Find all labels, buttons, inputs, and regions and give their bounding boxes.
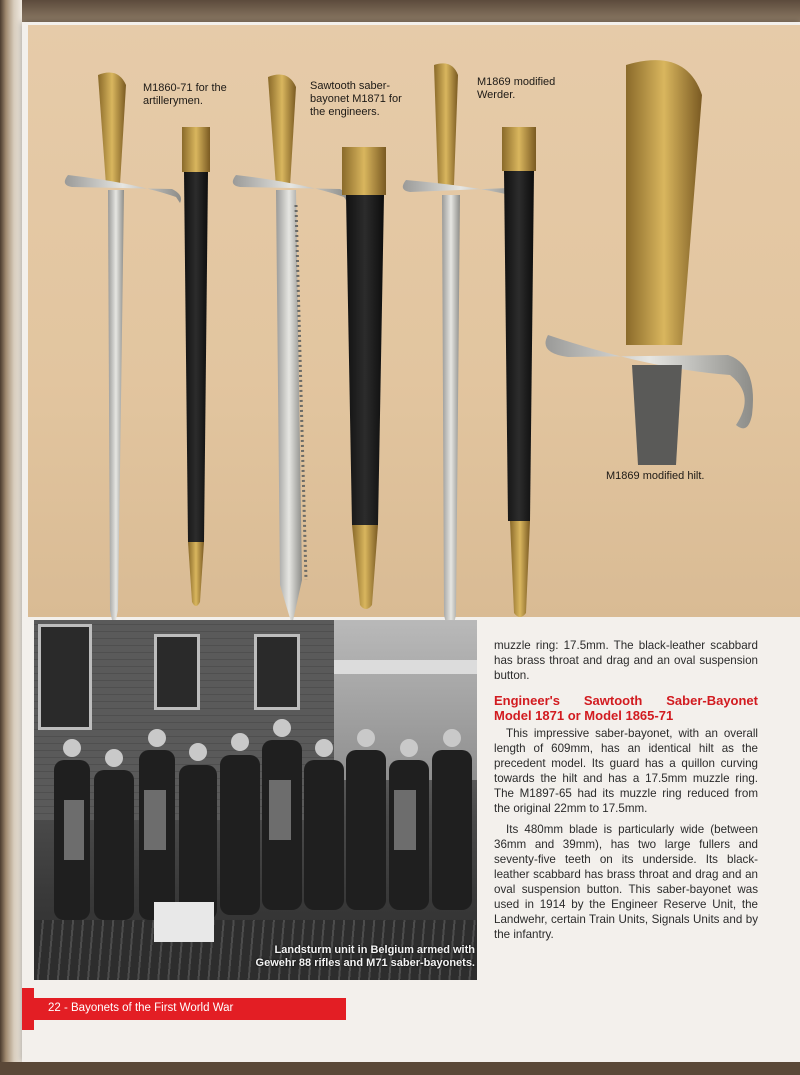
- m1869-scabbard: [502, 127, 536, 617]
- photo-caption: Landsturm unit in Belgium armed with Gewehr 88 rifles and M71 saber-bayonets.: [255, 944, 475, 969]
- caption-m1860: M1860-71 for the artillerymen.: [143, 82, 227, 107]
- sawtooth-bayonet: [233, 75, 349, 625]
- soldiers-silhouettes: [34, 620, 477, 980]
- page-footer: 22 - Bayonets of the First World War: [48, 1002, 234, 1014]
- caption-hilt: M1869 modified hilt.: [606, 470, 705, 482]
- m1869-bayonet: [403, 63, 519, 640]
- section-heading: Engineer's Sawtooth Saber-Bayonet Model 1871 or Model 1865-71: [494, 693, 758, 723]
- m1869-hilt-closeup: [546, 60, 754, 465]
- red-edge-tab: [22, 988, 34, 1030]
- paragraph: This impressive saber-bayonet, with an overall length of 609mm, has an identical hilt as the precedent model. Its guard has a quillon curving towards the hilt and has a 17.5mm muzzle ring. The M1897-65 had its muzzle ring reduced from the original 22mm to 17.5mm.: [494, 727, 758, 815]
- bayonets-illustration: [28, 25, 800, 665]
- intro-paragraph: muzzle ring: 17.5mm. The black-leather scabbard has brass throat and drag and an oval suspension button.: [494, 639, 758, 682]
- caption-sawtooth: Sawtooth saber-bayonet M1871 for the engineers.: [310, 80, 402, 118]
- book-bottom-edge: [0, 1062, 800, 1075]
- soldiers-group-photo: [34, 620, 477, 980]
- sawtooth-scabbard: [342, 147, 386, 609]
- text-column: [494, 638, 758, 948]
- m1860-scabbard: [182, 127, 210, 606]
- caption-m1869: M1869 modified Werder.: [477, 76, 556, 101]
- m1860-bayonet: [65, 73, 181, 630]
- book-top-edge: [22, 0, 800, 22]
- paragraph: Its 480mm blade is particularly wide (between 36mm and 39mm), has two large fullers and seventy-five teeth on its underside. Its black-leather scabbard has brass throat and drag and an oval suspension button. This saber-bayonet was used in 1914 by the Engineer Reserve Unit, the Landwehr, certain Train Units, Signals Units and by the infantry.: [494, 823, 758, 941]
